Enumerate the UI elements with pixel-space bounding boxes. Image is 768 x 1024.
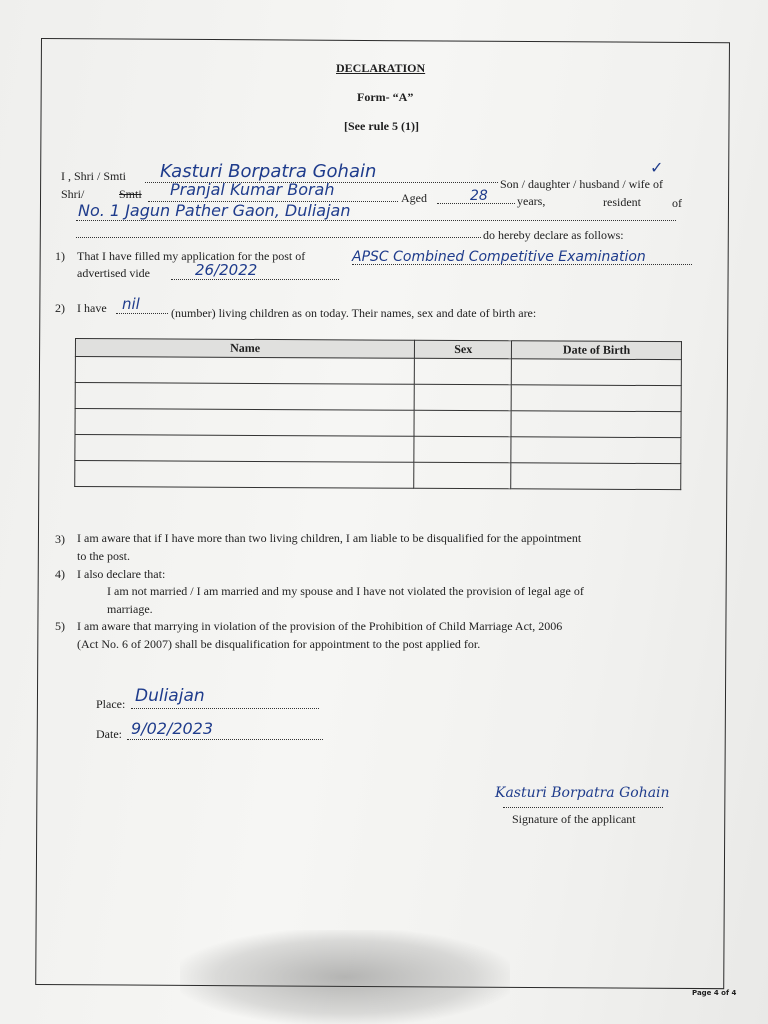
item-5-line-1: I am aware that marrying in violation of the provision of the Prohibition of Child Marriage Act, 2006 (77, 619, 563, 633)
item-3-line-1: I am aware that if I have more than two living children, I am liable to be disqualified for the appointment (77, 531, 582, 545)
address-dotted-line-2 (76, 237, 481, 238)
resident-label: resident (603, 195, 641, 209)
place-label: Place: (96, 697, 126, 711)
place-handwritten: Duliajan (135, 686, 205, 706)
address-handwritten: No. 1 Jagun Pather Gaon, Duliajan (78, 201, 351, 220)
address-dotted-line (76, 220, 676, 221)
children-count-handwritten: nil (122, 295, 140, 313)
sex-cell (414, 462, 511, 489)
item-4-number: 4) (55, 567, 65, 581)
item-4-line-3: marriage. (107, 602, 153, 616)
date-dotted-line (127, 739, 323, 740)
dob-cell (511, 411, 681, 438)
hand-shadow (180, 930, 510, 1024)
date-label: Date: (96, 727, 122, 741)
table-row (75, 461, 681, 490)
advertised-dotted-line (171, 279, 339, 280)
item-4-line-1: I also declare that: (77, 567, 166, 581)
name-column-header: Name (75, 339, 414, 359)
children-table (74, 338, 682, 490)
intro-prefix-2b: Smti (119, 187, 142, 201)
sex-cell (414, 410, 511, 437)
father-name-handwritten: Pranjal Kumar Borah (170, 180, 335, 199)
sex-cell (414, 436, 511, 463)
applicant-name-handwritten: Kasturi Borpatra Gohain (160, 161, 377, 182)
applicant-signature: Kasturi Borpatra Gohain (495, 785, 670, 801)
advertised-label: advertised vide (77, 266, 150, 280)
item-5-number: 5) (55, 619, 65, 633)
table-row (75, 435, 681, 464)
years-label: years, (517, 194, 546, 208)
name-cell (75, 435, 414, 463)
intro-prefix-1: I , Shri / Smti (61, 169, 127, 183)
check-mark: ✓ (650, 158, 664, 177)
item-4-line-2: I am not married / I am married and my spouse and I have not violated the provision of legal age of (107, 584, 584, 598)
intro-prefix-2a: Shri/ (61, 187, 85, 201)
item-2-prefix: I have (77, 301, 107, 315)
sex-column-header: Sex (415, 340, 512, 359)
declare-text: do hereby declare as follows: (483, 228, 624, 242)
item-1-number: 1) (55, 249, 65, 263)
name-cell (75, 461, 414, 489)
item-5-line-2: (Act No. 6 of 2007) shall be disqualification for appointment to the post applied for. (77, 637, 481, 651)
table-row (75, 357, 681, 386)
of-label: of (672, 196, 682, 210)
signature-dotted-line (503, 807, 663, 808)
declaration-title: DECLARATION (336, 61, 426, 75)
item-2-text: (number) living children as on today. Their names, sex and date of birth are: (171, 306, 537, 320)
date-handwritten: 9/02/2023 (131, 719, 214, 738)
rule-reference: [See rule 5 (1)] (344, 119, 419, 133)
table-row (75, 383, 681, 412)
item-2-number: 2) (55, 301, 65, 315)
dob-cell (511, 463, 681, 490)
aged-label: Aged (401, 191, 427, 205)
children-dotted-line (116, 313, 168, 314)
item-3-number: 3) (55, 532, 65, 546)
dob-column-header: Date of Birth (512, 341, 682, 360)
form-label: Form- “A” (357, 90, 414, 104)
age-handwritten: 28 (470, 188, 488, 204)
item-3-line-2: to the post. (77, 549, 130, 563)
post-handwritten: APSC Combined Competitive Examination (352, 249, 646, 265)
place-dotted-line (131, 708, 319, 709)
name-cell (75, 383, 414, 411)
sex-cell (415, 358, 512, 385)
page-number: Page 4 of 4 (692, 989, 737, 997)
dob-cell (511, 437, 681, 464)
sex-cell (414, 384, 511, 411)
signature-label: Signature of the applicant (512, 812, 636, 826)
name-cell (75, 409, 414, 437)
advertised-date-handwritten: 26/2022 (195, 261, 258, 279)
name-cell (75, 357, 414, 385)
dob-cell (511, 385, 681, 412)
relation-text: Son / daughter / husband / wife of (500, 177, 663, 191)
item-1-text: That I have filled my application for the post of (77, 249, 306, 263)
dob-cell (512, 359, 682, 386)
table-row (75, 409, 681, 438)
